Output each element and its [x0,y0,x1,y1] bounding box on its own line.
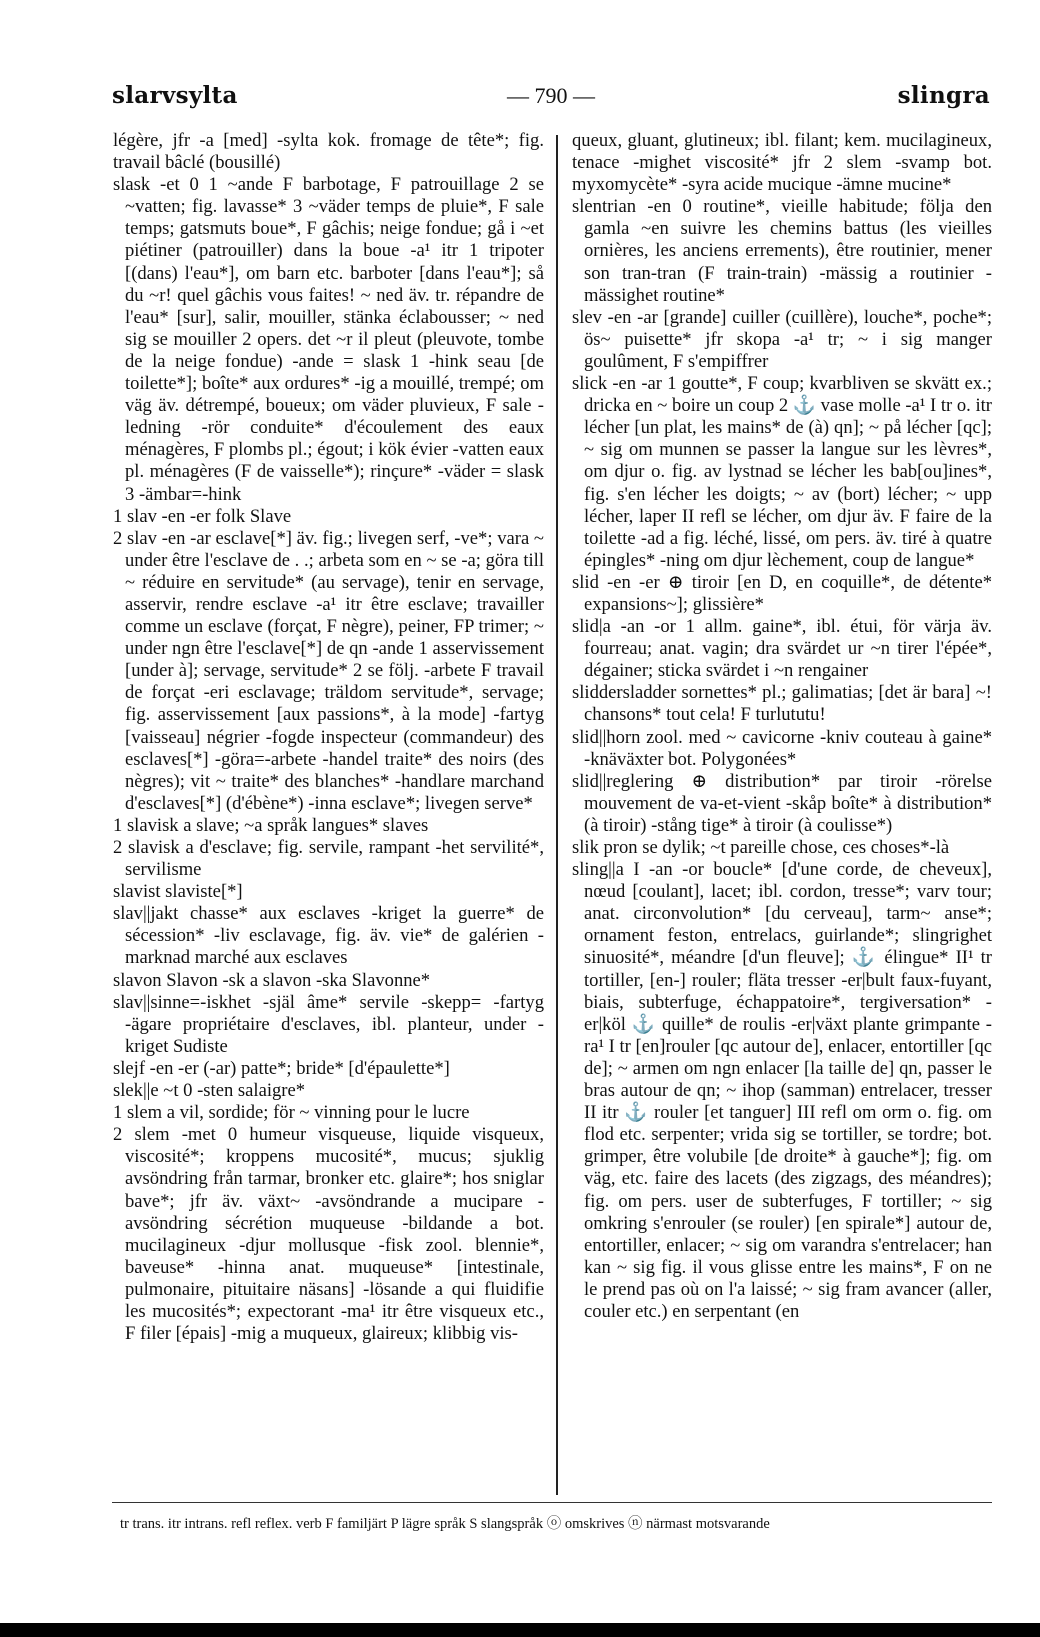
dictionary-entry: slev -en -ar [grande] cuiller (cuillère), louche*, poche*; ös~ puisette* jfr skopa -a¹ tr; ~ i sig manger goulûment, F s'empiffrer [572,306,992,372]
column-divider [556,135,558,1495]
right-column [572,130,992,1323]
dictionary-entry: légère, jfr -a [med] -sylta kok. fromage de tête*; fig. travail bâclé (bousillé) [113,130,544,174]
page-header [112,82,990,116]
dictionary-entry: 2 slem -met 0 humeur visqueuse, liquide visqueux, viscosité*; kroppens mucosité*, mucus; sjuklig avsöndring från tarmar, bronker etc. glaire*; hos sniglar bave*; jfr äv. växt~ -avsöndrande a mucipare -avsöndring sécrétion muqueuse -bildande a bot. mucilagineux -djur mollusque -fisk zool. blennie*, baveuse* -hinna anat. muqueuse* [intestinale, pulmonaire, pituitaire näsans] -lösande a qui fluidifie les mucosités*; expectorant -ma¹ itr être visqueux etc., F filer [épais] -mig a muqueux, glaireux; klibbig vis- [113,1124,544,1345]
scan-edge [0,1623,1040,1637]
dictionary-entry: slav||jakt chasse* aux esclaves -kriget la guerre* de sécession* -liv esclavage, fig. äv. vie* de galérien -marknad marché aux esclaves [113,903,544,969]
dictionary-entry: 2 slav -en -ar esclave[*] äv. fig.; livegen serf, -ve*; vara ~ under être l'esclave de . .; arbeta som en ~ se -a; göra till ~ réduire en servitude* (au servage), tenir en servage, asservir, rendre esclave -a¹ itr être esclave; travailler comme un esclave (forçat, F nègre), peiner, FP trimer; ~ under ngn être l'esclave[*] de qn -ande 1 asservissement [under à]; servage, servitude* 2 se följ. -arbete F travail de forçat -eri esclavage; träldom servitude*, servage; fig. asservissement [aux passions*, à la mode] -fartyg [vaisseau] négrier -fogde inspecteur (commandeur) des esclaves[*] -göra=-arbete -handel traite* des noirs (des nègres); vit ~ traite* des blanches* -handlare marchand d'esclaves[*] (d'ébène*) -inna esclave*; livegen serve* [113,527,544,814]
dictionary-entry: slek||e ~t 0 -sten salaigre* [113,1080,306,1102]
dictionary-entry: 1 slavisk a slave; ~a språk langues* slaves [113,814,429,836]
dictionary-entry: sliddersladder sornettes* pl.; galimatias; [det är bara] ~! chansons* tout cela! F turlututu! [572,682,992,726]
dictionary-entry: slentrian -en 0 routine*, vieille habitude; följa den gamla ~en suivre les chemins battus (les vieilles ornières, les anciens errements), être routinier, mener son tran-tran (F train-train) -mässig a routinier -mässighet routine* [572,196,992,306]
dictionary-entry: slid||reglering ⊕ distribution* par tiroir -rörelse mouvement de va-et-vient -skåp boîte* à distribution* (à tiroir) -stång tige* à tiroir (à coulisse*) [572,770,992,836]
dictionary-entry: slavist slaviste[*] [113,881,243,903]
dictionary-entry: slick -en -ar 1 goutte*, F coup; kvarbliven se skvätt ex.; dricka en ~ boire un coup 2 ⚓ vase molle -a¹ I tr o. itr lécher [un plat, les mains* de (à) qn]; ~ på lécher [qc]; ~ sig om munnen se passer la langue sur les lèvres*, om djur o. fig. av lystnad se lécher les bab[ou]ines*, fig. s'en lécher les doigts; ~ av (bort) lécher; ~ upp lécher, laper II refl se lécher, om djur äv. F faire de la toilette -ad a fig. léché, lissé, om pers. äv. tiré à quatre épingles* -ning om djur lèchement, coup de langue* [572,373,992,571]
left-column [113,130,544,1345]
right-running-headword: slingra [897,82,990,109]
dictionary-entry: slid|a -an -or 1 allm. gaine*, ibl. étui, för värja äv. fourreau; anat. vagin; dra svärdet ur ~n tirer l'épée*, dégainer; sticka svärdet i ~n rengainer [572,616,992,682]
dictionary-entry: slid -en -er ⊕ tiroir [en D, en coquille*, de détente* expansions~]; glissière* [572,571,992,615]
dictionary-entry: 2 slavisk a d'esclave; fig. servile, rampant -het servilité*, servilisme [113,837,544,881]
dictionary-entry: slav||sinne=-iskhet -själ âme* servile -skepp= -fartyg -ägare propriétaire d'esclaves, ibl. planteur, under -kriget Sudiste [113,991,544,1057]
dictionary-entry: slejf -en -er (-ar) patte*; bride* [d'épaulette*] [113,1057,450,1079]
dictionary-entry: 1 slav -en -er folk Slave [113,505,292,527]
dictionary-entry: sling||a I -an -or boucle* [d'une corde, de cheveux], nœud [coulant], lacet; ibl. cordon, tresse*; varv tour; anat. circonvolution* [du cerveau], tarm~ anse*; ornament feston, entrelacs, guirlande*; slingrighet sinuosité*, méandre [d'un fleuve]; ⚓ élingue* II¹ tr tortiller, [en-] rouler; fläta tresser -er|bult faux-fuyant, biais, subterfuge, échappatoire*, tergiversation* -er|köl ⚓ quille* de roulis -er|växt plante grimpante -ra¹ I tr [en]rouler [qc autour de], enlacer, entortiller [qc de]; ~ armen om ngn enlacer [la taille de] qn, passer le bras autour de qn; ~ ihop (samman) entrelacer, tresser II itr ⚓ rouler [et tanguer] III refl om orm o. fig. om flod etc. serpenter; vrida sig se tortiller, se tordre; bot. grimper, être volubile [de droite* à gauche*]; fig. om väg, etc. faire des lacets (des zigzags, des méandres); fig. om pers. user de subterfuges, F tortiller; ~ sig omkring s'enrouler (se rouler) [en spirale*] autour de, entortiller, enlacer; ~ sig om varandra s'entrelacer; han kan ~ sig fig. il vous glisse entre les mains*, F on ne le prend pas où on l'a laissé; ~ sig fram avancer (aller, couler etc.) en serpentant (en [572,859,992,1322]
dictionary-entry: slik pron se dylik; ~t pareille chose, ces choses*-là [572,837,950,858]
abbreviation-legend: tr trans. itr intrans. refl reflex. verb F familjärt P lägre språk S slangspråk ⓞ omskrives ⓝ närmast motsvarande [120,1516,770,1532]
dictionary-entry: slid||horn zool. med ~ cavicorne -kniv couteau à gaine* -knäväxter bot. Polygonées* [572,726,992,770]
dictionary-entry: slask -et 0 1 ~ande F barbotage, F patrouillage 2 se ~vatten; fig. lavasse* 3 ~väder temps de pluie*, F sale temps; gatsmuts boue*, F gâchis; neige fondue; gå i ~et piétiner (patrouiller) dans la boue -a¹ itr 1 tripoter [(dans) l'eau*], om barn etc. barboter [dans l'eau*]; så du ~r! quel gâchis vous faites! ~ ned äv. tr. répandre de l'eau* [sur], salir, mouiller, stänka éclabousser; ~ ned sig se mouiller 2 opers. det ~r il pleut (pleuvote, tombe de la neige fondue) -ande = slask 1 -hink seau [de toilette*]; boîte* aux ordures* -ig a mouillé, trempé; om väg äv. détrempé, boueux; om väder pluvieux, F sale -ledning -rör conduite* d'écoulement des eaux ménagères, F plombs pl.; égout; i kök évier -vatten eaux pl. ménagères (F de vaisselle*); rinçure* -väder = slask 3 -ämbar=-hink [113,174,544,505]
left-running-headword: slarvsylta [112,82,238,109]
dictionary-entry: 1 slem a vil, sordide; för ~ vinning pour le lucre [113,1102,470,1124]
dictionary-entry: slavon Slavon -sk a slavon -ska Slavonne* [113,969,431,991]
page-number: — 790 — [507,83,595,108]
footer-rule [112,1502,992,1503]
dictionary-entry: queux, gluant, glutineux; ibl. filant; kem. mucilagineux, tenace -mighet viscosité* jfr 2 slem -svamp bot. myxomycète* -syra acide mucique -ämne mucine* [572,130,992,196]
